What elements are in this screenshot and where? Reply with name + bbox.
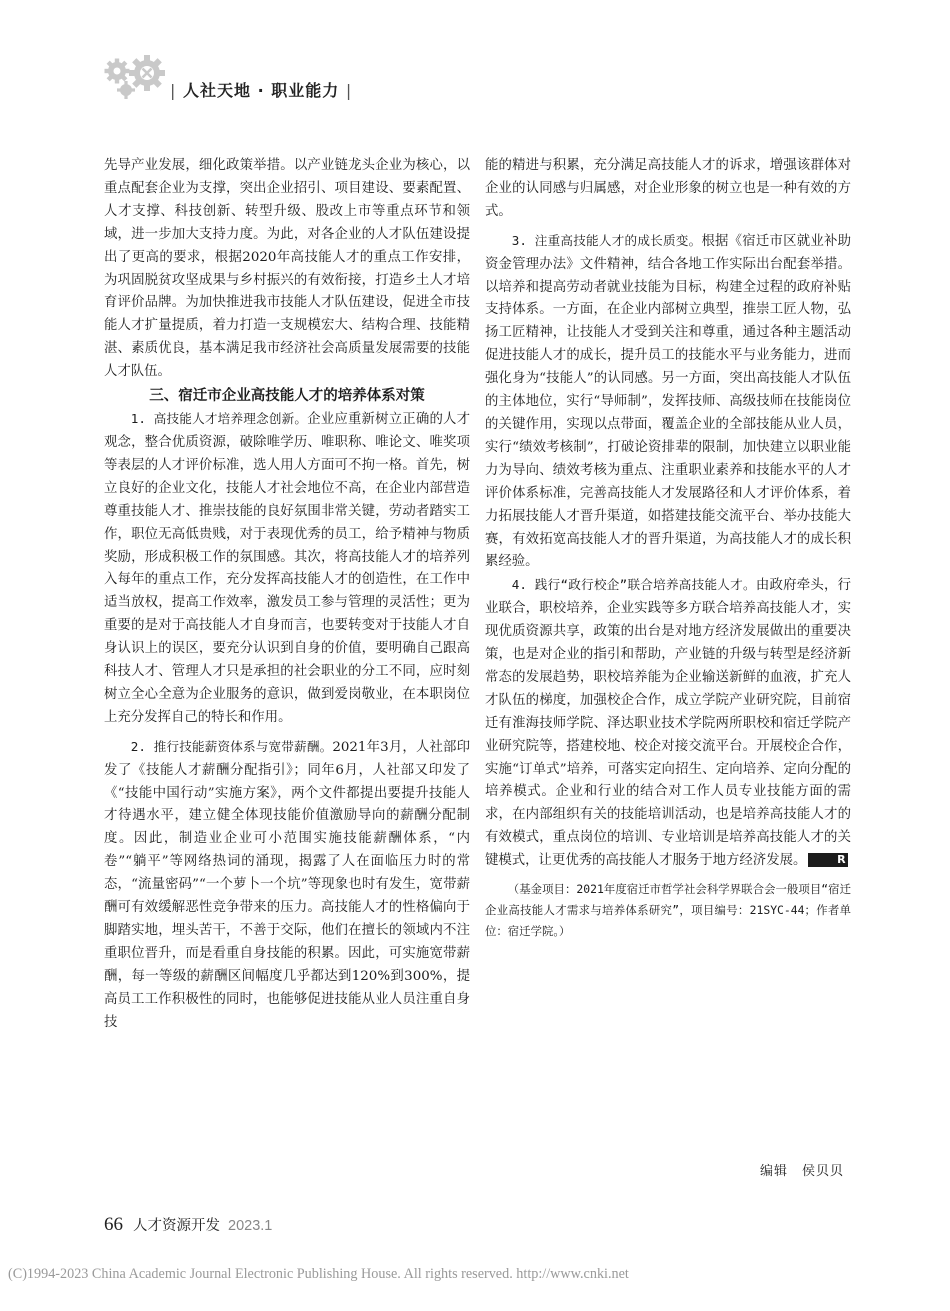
page-number: 66 [104, 1214, 123, 1235]
point-3-text: 根据《宿迁市区就业补助资金管理办法》文件精神，结合各地工作实际出台配套举措。以培养和提高劳动者就业技能为目标，构建全过程的政府补贴支持体系。一方面，在企业内部树立典型，推崇工匠人物，弘扬工匠精神，让技能人才受到关注和尊重，通过各种主题活动促进技能人才的成长，提升员工的技能水平与业务能力，进而强化身为“技能人”的认同感。另一方面，突出高技能人才队伍的主体地位，实行“导师制”，发挥技师、高级技师在技能岗位的关键作用，实现以点带面，覆盖企业的全部技能从业人员，实行“绩效考核制”，打破论资排辈的限制，加快建立以职业能力为导向、绩效考核为重点、注重职业素养和技能水平的人才评价体系标准，完善高技能人才发展路径和人才评价体系，着力拓展技能人才晋升渠道，如搭建技能交流平台、举办技能大赛，有效拓宽高技能人才的晋升渠道，为高技能人才的成长积累经验。 [485, 233, 851, 570]
header-dot: · [257, 81, 265, 100]
right-column [485, 155, 851, 942]
point-1-text: 企业应重新树立正确的人才观念，整合优质资源，破除唯学历、唯职称、唯论文、唯奖项等表层的人才评价标准，选人用人方面可不拘一格。首先，树立良好的企业文化，技能人才社会地位不高，在企业内部营造尊重技能人才、推崇技能的良好氛围非常关键，劳动者踏实工作，职位无高低贵贱，对于表现优秀的员工，给予精神与物质奖励，形成积极工作的氛围感。其次，将高技能人才的培养列入每年的重点工作，充分发挥高技能人才的创造性，在工作中适当放权，提高工作效率，激发员工参与管理的灵活性；更为重要的是对于高技能人才自身而言，也要转变对于技能人才自身认识上的误区，要充分认识到自身的价值，要明确自己跟高科技人才、管理人才只是承担的社会职业的分工不同，应时刻树立全心全意为企业服务的意识，做到爱岗敬业，在本职岗位上充分发挥自己的特长和作用。 [104, 412, 471, 725]
page-footer [104, 1214, 272, 1236]
point-1-label: 1. 高技能人才培养理念创新。 [130, 411, 308, 427]
header-subsection: 职业能力 [271, 81, 340, 100]
point-4-label: 4. 践行“政行校企”联合培养高技能人才。 [511, 577, 756, 593]
header-section: 人社天地 [182, 81, 251, 100]
left-paragraph-3 [104, 736, 470, 1035]
editor-credit [760, 1160, 844, 1179]
magazine-name: 人才资源开发 [133, 1218, 220, 1234]
header-bar-left: | [170, 81, 177, 100]
left-paragraph-1: 先导产业发展，细化政策举措。以产业链龙头企业为核心，以重点配套企业为支撑，突出企业招引、项目建设、要素配置、人才支撑、科技创新、转型升级、股改上市等重点环节和领域，进一步加大支持力度。为此，对各企业的人才队伍建设提出了更高的要求，根据2020年高技能人才的重点工作安排，为巩固脱贫攻坚成果与乡村振兴的有效衔接，打造乡土人才培育评价品牌。为加快推进我市技能人才队伍建设，促进全市技能人才扩量提质，着力打造一支规模宏大、结构合理、技能精湛、素质优良，基本满足我市经济社会高质量发展需要的技能人才队伍。 [104, 158, 470, 380]
section-heading: 三、宿迁市企业高技能人才的培养体系对策 [149, 388, 425, 405]
point-2-label: 2. 推行技能薪资体系与宽带薪酬。 [130, 738, 333, 754]
point-2-text: 2021年3月，人社部印发了《技能人才薪酬分配指引》；同年6月，人社部又印发了《“技能中国行动”实施方案》，两个文件都提出要提升技能人才待遇水平，建立健全体现技能价值激励导向的薪酬分配制度。因此，制造业企业可小范围实施技能薪酬体系，“内卷”“躺平”等网络热词的涌现，揭露了人在面临压力时的常态，“流量密码”“一个萝卜一个坑”等现象也时有发生，宽带薪酬可有效缓解恶性竞争带来的压力。高技能人才的性格偏向于脚踏实地，埋头苦干，不善于交际，他们在擅长的领域内不注重职位晋升，而是看重自身技能的积累。因此，可实施宽带薪酬，每一等级的薪酬区间幅度几乎都达到120%到300%，提高员工工作积极性的同时，也能够促进技能从业人员注重自身技 [104, 739, 470, 1030]
right-paragraph-3 [485, 574, 851, 873]
left-paragraph-2 [104, 408, 470, 730]
end-mark-icon: R [808, 853, 847, 867]
right-paragraph-1: 能的精进与积累，充分满足高技能人才的诉求，增强该群体对企业的认同感与归属感，对企业形象的树立也是一种有效的方式。 [485, 158, 851, 219]
right-paragraph-2 [485, 230, 851, 575]
page-header [104, 52, 504, 102]
copyright-notice: (C)1994-2023 China Academic Journal Electronic Publishing House. All rights reserved. http://www.cnki.net [8, 1266, 629, 1282]
point-3-label: 3. 注重高技能人才的成长质变。 [511, 232, 702, 248]
editor-label: 编辑 [759, 1164, 788, 1179]
left-column [104, 155, 470, 1035]
header-bar-right: | [345, 81, 353, 100]
funding-note: （基金项目：2021年度宿迁市哲学社会科学界联合会一般项目“宿迁企业高技能人才需求与培养体系研究”，项目编号：21SYC-44；作者单位：宿迁学院。） [485, 882, 851, 939]
issue-number: 2023.1 [228, 1218, 273, 1234]
gears-logo-icon [104, 52, 168, 102]
editor-name: 侯贝贝 [801, 1164, 844, 1179]
header-title [170, 78, 352, 101]
point-4-text: 由政府牵头，行业联合，职校培养，企业实践等多方联合培养高技能人才，实现优质资源共享，政策的出台是对地方经济发展做出的重要决策，也是对企业的指引和帮助，产业链的升级与转型是经济新常态的发展趋势，职校培养能为企业输送新鲜的血液，扩充人才队伍的梯度，加强校企合作，成立学院产业研究院，目前宿迁有淮海技师学院、泽达职业技术学院两所职校和宿迁学院产业研究院等，搭建校地、校企对接交流平台。开展校企合作，实施“订单式”培养，可落实定向招生、定向培养、定向分配的培养模式。企业和行业的结合对工作人员专业技能方面的需求，在内部组织有关的技能培训活动，也是培养高技能人才的有效模式，重点岗位的培训、专业培训是培养高技能人才的关键模式，让更优秀的高技能人才服务于地方经济发展。 [485, 578, 851, 869]
